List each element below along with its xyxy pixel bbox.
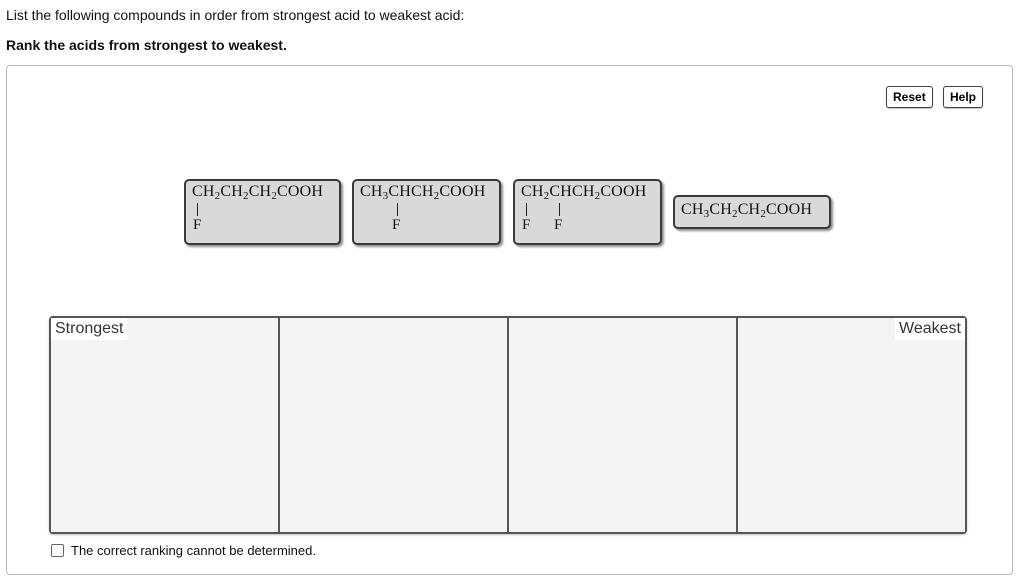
reset-button[interactable]: Reset bbox=[886, 86, 933, 108]
question-instruction: Rank the acids from strongest to weakest. bbox=[6, 37, 287, 53]
bond-line bbox=[526, 203, 527, 216]
bond-line bbox=[197, 203, 198, 216]
fluorine-substituent: F bbox=[554, 217, 563, 233]
compound-tile-1[interactable] bbox=[184, 179, 341, 245]
fluorine-substituent: F bbox=[193, 217, 202, 233]
cannot-determine-option bbox=[51, 543, 316, 558]
rank-slot-2[interactable] bbox=[280, 318, 509, 532]
rank-slot-1[interactable] bbox=[51, 318, 280, 532]
weakest-label: Weakest bbox=[895, 318, 965, 340]
ranking-drop-area bbox=[49, 316, 967, 534]
ranking-panel bbox=[6, 65, 1013, 575]
rank-slot-4[interactable] bbox=[738, 318, 965, 532]
help-button[interactable]: Help bbox=[943, 86, 983, 108]
compound-tile-2[interactable] bbox=[352, 179, 501, 245]
strongest-label: Strongest bbox=[51, 318, 127, 340]
compound-formula: $CH_2CH_2CH_2COOH$ bbox=[192, 183, 324, 202]
bond-line bbox=[559, 203, 560, 216]
compound-formula: $CH_2CHCH_2COOH$ bbox=[521, 183, 647, 202]
fluorine-substituent: F bbox=[522, 217, 531, 233]
bond-line bbox=[397, 203, 398, 216]
compound-formula: $CH_3CH_2CH_2COOH$ bbox=[681, 201, 813, 220]
rank-slot-3[interactable] bbox=[509, 318, 738, 532]
fluorine-substituent: F bbox=[392, 217, 401, 233]
compound-formula: $CH_3CHCH_2COOH$ bbox=[360, 183, 486, 202]
question-prompt: List the following compounds in order from strongest acid to weakest acid: bbox=[6, 7, 465, 23]
compound-tile-3[interactable] bbox=[513, 179, 662, 245]
compound-tile-4[interactable] bbox=[673, 195, 831, 229]
cannot-determine-label: The correct ranking cannot be determined. bbox=[71, 543, 316, 558]
cannot-determine-checkbox[interactable] bbox=[51, 544, 64, 557]
